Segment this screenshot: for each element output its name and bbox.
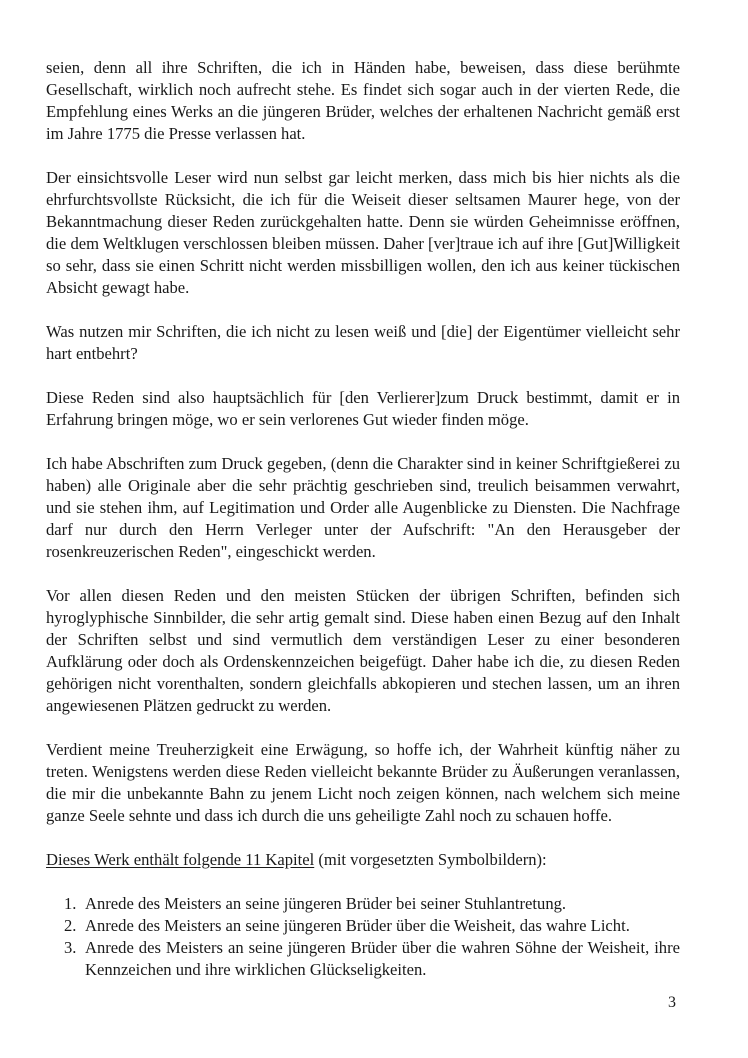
chapter-list [46, 893, 680, 981]
chapter-text: Anrede des Meisters an seine jüngeren Brüder bei seiner Stuhlantretung. [85, 894, 567, 913]
chapter-number: 2. [64, 916, 77, 935]
chapter-number: 1. [64, 894, 77, 913]
chapter-text: Anrede des Meisters an seine jüngeren Brüder über die Weisheit, das wahre Licht. [85, 916, 630, 935]
document-page [46, 57, 680, 981]
paragraph-3: Was nutzen mir Schriften, die ich nicht zu lesen weiß und [die] der Eigentümer vielleicht sehr hart entbehrt? [46, 322, 680, 363]
chapter-item [46, 893, 680, 915]
chapter-number: 3. [64, 938, 77, 957]
paragraph-2: Der einsichtsvolle Leser wird nun selbst gar leicht merken, dass mich bis hier nichts als die ehrfurchtsvollste Rücksicht, die ich für die Weiseit dieser seltsamen Maurer hege, von der Bekanntmachung dieser Reden zurückgehalten hatte. Denn sie würden Geheimnisse eröffnen, die dem Weltklugen verschlossen bleiben müssen. Daher [ver]traue ich auf ihre [Gut]Willigkeit so sehr, dass sie einen Schritt nicht werden missbilligen wollen, den ich aus keiner tückischen Absicht gewagt habe. [46, 168, 680, 297]
paragraph-6: Vor allen diesen Reden und den meisten Stücken der übrigen Schriften, befinden sich hyroglyphische Sinnbilder, die sehr artig gemalt sind. Diese haben einen Bezug auf den Inhalt der Schriften selbst und sind vermutlich dem verständigen Leser zu einer besonderen Aufklärung oder doch als Ordenskennzeichen beigefügt. Daher habe ich die, zu diesen Reden gehörigen nicht vorenthalten, sondern gleichfalls abkopieren und stechen lassen, um an ihren angewiesenen Plätzen gedruckt zu werden. [46, 586, 680, 715]
chapter-list-heading: Dieses Werk enthält folgende 11 Kapitel [46, 850, 315, 869]
paragraph-4: Diese Reden sind also hauptsächlich für [den Verlierer]zum Druck bestimmt, damit er in Erfahrung bringen möge, wo er sein verlorenes Gut wieder finden möge. [46, 388, 680, 429]
page-number: 3 [668, 994, 676, 1011]
chapter-list-heading-note: (mit vorgesetzten Symbolbildern): [314, 850, 547, 869]
chapter-item [46, 915, 680, 937]
paragraph-5: Ich habe Abschriften zum Druck gegeben, (denn die Charakter sind in keiner Schriftgießerei zu haben) alle Originale aber die sehr prächtig geschrieben sind, treulich beisammen verwahrt, und sie stehen ihm, auf Legitimation und Order alle Augenblicke zu Diensten. Die Nachfrage darf nur durch den Herrn Verleger unter der Aufschrift: "An den Herausgeber der rosenkreuzerischen Reden", eingeschickt werden. [46, 454, 680, 561]
paragraph-7: Verdient meine Treuherzigkeit eine Erwägung, so hoffe ich, der Wahrheit künftig näher zu treten. Wenigstens werden diese Reden vielleicht bekannte Brüder zu Äußerungen veranlassen, die mir die unbekannte Bahn zu jenem Licht noch zeigen können, nach welchem sich meine ganze Seele sehnte und dass ich durch die uns geheiligte Zahl noch zu schauen hoffe. [46, 740, 680, 825]
chapter-item [46, 937, 680, 981]
paragraph-1: seien, denn all ihre Schriften, die ich in Händen habe, beweisen, dass diese berühmte Gesellschaft, wirklich noch aufrecht stehe. Es findet sich sogar auch in der vierten Rede, die Empfehlung eines Werks an die jüngeren Brüder, welches der erhaltenen Nachricht gemäß erst im Jahre 1775 die Presse verlassen hat. [46, 58, 680, 143]
chapter-text: Anrede des Meisters an seine jüngeren Brüder über die wahren Söhne der Weisheit, ihre Kennzeichen und ihre wirklichen Glückseligkeiten. [85, 938, 680, 979]
chapter-list-intro [46, 849, 680, 871]
